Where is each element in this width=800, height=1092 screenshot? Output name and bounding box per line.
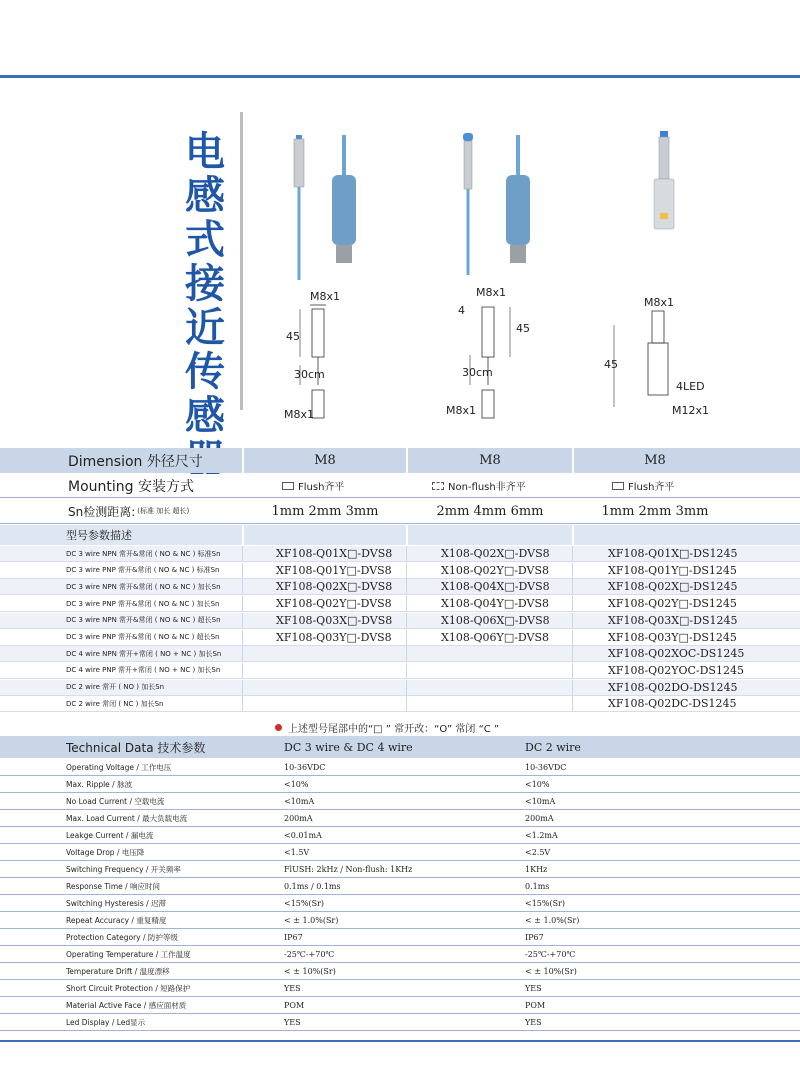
model-c1: XF108-Q01Y□-DVS8 bbox=[276, 563, 392, 577]
dimension-c2-cell bbox=[408, 448, 572, 473]
model-c3: XF108-Q02XOC-DS1245 bbox=[608, 647, 745, 661]
model-row bbox=[0, 663, 800, 679]
col-sep bbox=[406, 596, 407, 611]
tech-value-2: <10% bbox=[525, 780, 550, 789]
tech-row bbox=[0, 844, 800, 861]
mounting-c1-text: Flush齐平 bbox=[298, 482, 345, 493]
models-header-row bbox=[0, 525, 800, 545]
tech-value-1: < ± 10%(Sr) bbox=[284, 967, 336, 976]
model-c2: X108-Q02Y□-DVS8 bbox=[441, 563, 550, 577]
model-c2: X108-Q06Y□-DVS8 bbox=[441, 630, 550, 644]
dimension-c1-cell bbox=[244, 448, 406, 473]
tech-value-1: YES bbox=[284, 984, 301, 993]
tech-label: Voltage Drop / 电压降 bbox=[66, 848, 145, 857]
p1-dim-top: M8x1 bbox=[310, 290, 340, 303]
tech-value-1: <10% bbox=[284, 780, 309, 789]
dimension-c1: M8 bbox=[314, 453, 336, 468]
title-divider bbox=[240, 112, 243, 410]
col-sep bbox=[242, 563, 243, 578]
tech-label: Response Time / 响应时间 bbox=[66, 882, 161, 891]
model-c3: XF108-Q03Y□-DS1245 bbox=[608, 630, 737, 644]
mounting-c3 bbox=[612, 474, 742, 497]
sn-c3-cell bbox=[574, 499, 736, 523]
tech-value-2: 0.1ms bbox=[525, 882, 550, 891]
tech-value-1: IP67 bbox=[284, 933, 303, 942]
tech-col1: DC 3 wire & DC 4 wire bbox=[284, 740, 413, 754]
dimension-c2: M8 bbox=[479, 453, 501, 468]
model-c3: XF108-Q01X□-DS1245 bbox=[608, 547, 738, 560]
model-desc: DC 2 wire 常闭 ( NC ) 加长Sn bbox=[66, 699, 164, 708]
tech-label: Protection Category / 防护等级 bbox=[66, 933, 178, 942]
p3-dim-led: 4LED bbox=[676, 380, 705, 393]
mounting-c3-text: Flush齐平 bbox=[628, 482, 675, 493]
col-sep bbox=[406, 663, 407, 678]
col-sep bbox=[242, 663, 243, 678]
note-text: 上述型号尾部中的“□ ” 常开改：“O” 常闭 “C ” bbox=[288, 724, 500, 735]
model-desc: DC 3 wire PNP 常开&常闭 ( NO & NC ) 标准Sn bbox=[66, 566, 220, 575]
model-c3: XF108-Q03X□-DS1245 bbox=[608, 613, 738, 627]
tech-value-2: < ± 1.0%(Sr) bbox=[525, 916, 580, 925]
model-row bbox=[0, 646, 800, 662]
model-c3: XF108-Q02YOC-DS1245 bbox=[608, 663, 744, 677]
models-header: 型号参数描述 bbox=[66, 529, 132, 542]
model-desc: DC 3 wire NPN 常开&常闭 ( NO & NC ) 标准Sn bbox=[66, 549, 221, 558]
tech-row bbox=[0, 793, 800, 810]
tech-value-2: -25℃-+70℃ bbox=[525, 950, 576, 959]
tech-value-1: 0.1ms / 0.1ms bbox=[284, 882, 341, 891]
model-desc: DC 4 wire NPN 常开+常闭 ( NO + NC ) 加长Sn bbox=[66, 649, 222, 658]
model-c3: XF108-Q02Y□-DS1245 bbox=[608, 597, 737, 611]
model-c2: X108-Q06X□-DVS8 bbox=[441, 613, 550, 627]
dimension-label: Dimension 外径尺寸 bbox=[68, 453, 203, 470]
tech-label: Operating Voltage / 工作电压 bbox=[66, 763, 172, 772]
tech-row bbox=[0, 776, 800, 793]
flush-icon bbox=[282, 482, 294, 490]
model-desc: DC 3 wire PNP 常开&常闭 ( NO & NC ) 加长Sn bbox=[66, 599, 220, 608]
model-c1: XF108-Q03Y□-DVS8 bbox=[276, 630, 392, 644]
col-sep bbox=[242, 680, 243, 695]
product-1-photo bbox=[280, 125, 370, 285]
tech-label: Max. Load Current / 最大负载电流 bbox=[66, 814, 188, 823]
tech-row bbox=[0, 895, 800, 912]
mounting-c2-text: Non-flush非齐平 bbox=[448, 482, 526, 493]
p1-dim-bottom: M8x1 bbox=[284, 408, 314, 421]
sn-c2-cell bbox=[408, 499, 572, 523]
model-c2: X108-Q04X□-DVS8 bbox=[441, 580, 550, 594]
col-sep bbox=[572, 546, 573, 561]
p2-dim-top: M8x1 bbox=[476, 286, 506, 299]
bottom-rule bbox=[0, 1040, 800, 1042]
tech-row bbox=[0, 946, 800, 963]
tech-value-1: <15%(Sr) bbox=[284, 899, 325, 908]
tech-row bbox=[0, 980, 800, 997]
tech-value-2: POM bbox=[525, 1001, 546, 1010]
col-sep bbox=[242, 596, 243, 611]
tech-label: Repeat Accuracy / 重复精度 bbox=[66, 916, 167, 925]
p1-dim-cable: 30cm bbox=[294, 368, 325, 381]
sn-c2: 2mm 4mm 6mm bbox=[436, 503, 544, 519]
tech-value-1: FlUSH: 2kHz / Non-flush: 1KHz bbox=[284, 865, 413, 874]
col-sep bbox=[242, 696, 243, 711]
model-row bbox=[0, 546, 800, 562]
col-sep bbox=[572, 680, 573, 695]
model-c3: XF108-Q02DO-DS1245 bbox=[608, 680, 738, 694]
dimension-c3: M8 bbox=[644, 453, 666, 468]
tech-label: Leakge Current / 漏电流 bbox=[66, 831, 154, 840]
col-sep bbox=[242, 579, 243, 594]
tech-value-2: 200mA bbox=[525, 814, 554, 823]
model-c2: X108-Q04Y□-DVS8 bbox=[441, 597, 550, 611]
tech-row bbox=[0, 827, 800, 844]
page-title: 电感式接近传感 bbox=[185, 129, 225, 439]
col-sep bbox=[572, 613, 573, 628]
tech-col2: DC 2 wire bbox=[525, 740, 581, 754]
tech-value-2: 1KHz bbox=[525, 865, 548, 874]
tech-value-2: <2.5V bbox=[525, 848, 551, 857]
tech-value-2: 10-36VDC bbox=[525, 763, 567, 772]
mounting-c2 bbox=[432, 474, 572, 497]
model-c1: XF108-Q02Y□-DVS8 bbox=[276, 597, 392, 611]
col-sep bbox=[572, 579, 573, 594]
model-row bbox=[0, 613, 800, 629]
tech-row bbox=[0, 861, 800, 878]
tech-value-1: <10mA bbox=[284, 797, 315, 806]
col-sep bbox=[406, 696, 407, 711]
p3-dim-thread: M12x1 bbox=[672, 404, 709, 417]
tech-value-2: <1.2mA bbox=[525, 831, 558, 840]
col-sep bbox=[242, 646, 243, 661]
tech-value-2: YES bbox=[525, 1018, 542, 1027]
tech-label: Led Display / Led显示 bbox=[66, 1018, 146, 1027]
col-sep bbox=[242, 525, 244, 545]
top-rule bbox=[0, 75, 800, 78]
col-sep bbox=[572, 525, 574, 545]
col-sep bbox=[406, 680, 407, 695]
col-sep bbox=[572, 596, 573, 611]
p3-dim-length: 45 bbox=[604, 358, 618, 371]
col-sep bbox=[572, 696, 573, 711]
non-flush-icon bbox=[432, 482, 444, 490]
col-sep bbox=[572, 630, 573, 645]
tech-value-1: -25℃-+70℃ bbox=[284, 950, 335, 959]
col-sep bbox=[406, 525, 408, 545]
col-sep bbox=[406, 613, 407, 628]
tech-label: Temperature Drift / 温度漂移 bbox=[66, 967, 170, 976]
tech-row bbox=[0, 1014, 800, 1031]
col-sep bbox=[242, 546, 243, 561]
model-row bbox=[0, 696, 800, 712]
tech-row bbox=[0, 963, 800, 980]
sn-label-small: (标准 加长 超长) bbox=[137, 507, 190, 515]
col-sep bbox=[406, 579, 407, 594]
sn-c1-cell bbox=[244, 499, 406, 523]
col-sep bbox=[572, 663, 573, 678]
tech-label: Max. Ripple / 脉波 bbox=[66, 780, 133, 789]
tech-value-2: < ± 10%(Sr) bbox=[525, 967, 577, 976]
tech-label: Switching Frequency / 开关频率 bbox=[66, 865, 181, 874]
sn-c3: 1mm 2mm 3mm bbox=[601, 503, 709, 519]
model-suffix-note bbox=[275, 720, 499, 735]
tech-row bbox=[0, 810, 800, 827]
p2-dim-cable: 30cm bbox=[462, 366, 493, 379]
model-c3: XF108-Q02DC-DS1245 bbox=[608, 697, 737, 711]
model-desc: DC 4 wire PNP 常开+常闭 ( NO + NC ) 加长Sn bbox=[66, 666, 221, 675]
p2-dim-length: 45 bbox=[516, 322, 530, 335]
tech-row bbox=[0, 759, 800, 776]
tech-value-1: YES bbox=[284, 1018, 301, 1027]
model-c3: XF108-Q02X□-DS1245 bbox=[608, 580, 738, 594]
tech-label: Switching Hysteresis / 迟滞 bbox=[66, 899, 167, 908]
tech-row bbox=[0, 929, 800, 946]
tech-value-1: <1.5V bbox=[284, 848, 310, 857]
model-row bbox=[0, 563, 800, 579]
tech-label: Short Circuit Protection / 短路保护 bbox=[66, 984, 191, 993]
tech-value-2: <15%(Sr) bbox=[525, 899, 566, 908]
model-desc: DC 3 wire NPN 常开&常闭 ( NO & NC ) 超长Sn bbox=[66, 616, 221, 625]
mounting-row bbox=[0, 474, 800, 498]
tech-label: Operating Temperature / 工作温度 bbox=[66, 950, 191, 959]
model-row bbox=[0, 630, 800, 646]
tech-header: Technical Data 技术参数 bbox=[66, 740, 206, 755]
model-desc: DC 3 wire NPN 常开&常闭 ( NO & NC ) 加长Sn bbox=[66, 582, 221, 591]
tech-value-2: IP67 bbox=[525, 933, 544, 942]
mounting-label: Mounting 安装方式 bbox=[68, 478, 194, 495]
tech-value-1: < ± 1.0%(Sr) bbox=[284, 916, 339, 925]
model-desc: DC 2 wire 常开 ( NO ) 加长Sn bbox=[66, 683, 165, 692]
sn-row bbox=[0, 499, 800, 524]
tech-row bbox=[0, 912, 800, 929]
tech-value-1: <0.01mA bbox=[284, 831, 322, 840]
dimension-row bbox=[0, 448, 800, 473]
col-sep bbox=[406, 646, 407, 661]
tech-row bbox=[0, 997, 800, 1014]
col-sep bbox=[406, 563, 407, 578]
col-sep bbox=[406, 630, 407, 645]
dimension-c3-cell bbox=[574, 448, 736, 473]
mounting-c1 bbox=[282, 474, 412, 497]
product-3-photo bbox=[640, 125, 690, 235]
tech-header-row bbox=[0, 736, 800, 758]
sn-label-cell bbox=[68, 499, 248, 523]
p2-dim-bottom: M8x1 bbox=[446, 404, 476, 417]
col-sep bbox=[406, 546, 407, 561]
model-c1: XF108-Q01X□-DVS8 bbox=[276, 547, 393, 560]
col-sep bbox=[242, 630, 243, 645]
model-row bbox=[0, 680, 800, 696]
p1-dim-length: 45 bbox=[286, 330, 300, 343]
model-c3: XF108-Q01Y□-DS1245 bbox=[608, 563, 737, 577]
tech-label: No Load Current / 空载电流 bbox=[66, 797, 165, 806]
model-desc: DC 3 wire PNP 常开&常闭 ( NO & NC ) 超长Sn bbox=[66, 633, 220, 641]
col-sep bbox=[572, 646, 573, 661]
bullet-icon bbox=[275, 724, 282, 731]
model-row bbox=[0, 579, 800, 595]
model-row bbox=[0, 596, 800, 612]
product-2-photo bbox=[450, 125, 540, 285]
col-sep bbox=[572, 563, 573, 578]
flush-icon bbox=[612, 482, 624, 490]
tech-row bbox=[0, 878, 800, 895]
tech-value-1: POM bbox=[284, 1001, 305, 1010]
model-c1: XF108-Q02X□-DVS8 bbox=[276, 580, 393, 594]
p2-dim-offset: 4 bbox=[458, 304, 465, 317]
model-c1: XF108-Q03X□-DVS8 bbox=[276, 613, 393, 627]
sn-label: Sn检测距离: bbox=[68, 504, 136, 519]
tech-value-1: 200mA bbox=[284, 814, 313, 823]
col-sep bbox=[242, 613, 243, 628]
sn-c1: 1mm 2mm 3mm bbox=[271, 503, 379, 519]
tech-label: Material Active Face / 感应面材质 bbox=[66, 1001, 187, 1010]
tech-value-2: <10mA bbox=[525, 797, 556, 806]
p3-dim-top: M8x1 bbox=[644, 296, 674, 309]
tech-value-1: 10-36VDC bbox=[284, 763, 326, 772]
tech-value-2: YES bbox=[525, 984, 542, 993]
model-c2: X108-Q02X□-DVS8 bbox=[441, 547, 550, 560]
